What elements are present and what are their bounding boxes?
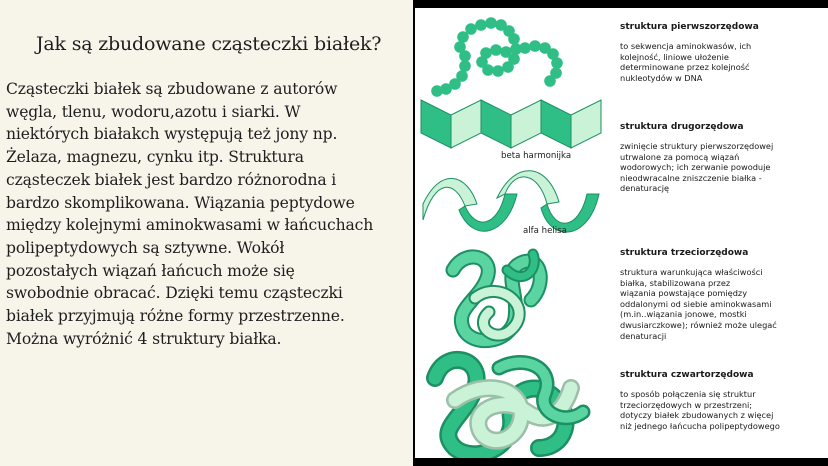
section-line: to sekwencja aminokwasów, ich [620, 41, 752, 51]
section-quaternary [620, 370, 825, 431]
section-line: dotyczy białek zbudowanych z więcej [620, 410, 774, 421]
section-line: to sposób połączenia się struktur [620, 389, 756, 399]
section-primary [620, 22, 825, 83]
tertiary-structure-shape [453, 254, 540, 341]
section-line: struktura warunkująca właściwości [620, 267, 763, 277]
section-tertiary [620, 248, 825, 341]
section-line: wodorowych; ich zerwanie powoduje [620, 162, 771, 173]
section-line: trzeciorzędowych w przestrzeni; [620, 399, 753, 410]
slide-text-panel [0, 0, 413, 466]
body-line: Żelaza, magnezu, cynku itp. Struktura [6, 148, 304, 167]
body-line: Można wyróżnić 4 struktury białka. [6, 329, 282, 348]
body-line: cząsteczek białek jest bardzo różnorodna i [6, 170, 337, 189]
body-line: Cząsteczki białek są zbudowane z autorów [6, 80, 338, 98]
primary-structure-bead-chain [431, 17, 563, 97]
beta-sheet-caption: beta harmonijka [501, 151, 572, 161]
body-line: węgla, tlenu, wodoru,azotu i siarki. W [6, 102, 301, 121]
body-line: białek przyjmują różne formy przestrzenne. [6, 307, 345, 326]
section-heading: struktura drugorzędowa [620, 122, 744, 132]
section-heading: struktura czwartorzędowa [620, 370, 754, 380]
section-heading: struktura trzeciorzędowa [620, 248, 749, 258]
beta-sheet-shape [421, 100, 601, 148]
section-line: dwusiarczkowe); również może ulegać [620, 319, 777, 330]
section-line: denaturację [620, 183, 670, 194]
section-line: wiązania powstające pomiędzy [620, 288, 748, 299]
body-line: pozostałych wiązań łańcuch może się [6, 261, 295, 280]
body-line: swobodnie obracać. Dzięki temu cząsteczki [6, 284, 343, 303]
section-line: nukleotydów w DNA [620, 72, 703, 83]
body-line: polipeptydowych są sztywne. Wokół [6, 238, 285, 257]
body-line: niektórych białakch występują też jony np. [6, 125, 338, 144]
section-line: utrwalone za pomocą wiązań [620, 151, 740, 162]
section-line: (m.in..wiązania jonowe, mostki [620, 309, 747, 320]
section-line: kolejność, liniowe ułożenie [620, 51, 729, 62]
section-line: determinowane przez kolejność [620, 62, 750, 73]
alpha-helix-caption: alfa helisa [523, 226, 567, 236]
slide-title: Jak są zbudowane cząsteczki białek? [36, 33, 382, 55]
slide-body [6, 78, 406, 350]
section-line: denaturacji [620, 330, 667, 341]
section-heading: struktura pierwszorzędowa [620, 22, 759, 32]
section-line: nieodwracalne zniszczenie białka - [620, 172, 762, 183]
section-line: zwinięcie struktury pierwszorzędowej [620, 141, 774, 151]
protein-structure-figure [415, 8, 828, 458]
section-secondary [620, 122, 825, 194]
section-line: białka, stabilizowana przez [620, 277, 731, 288]
section-line: oddalonymi od siebie aminokwasami [620, 298, 772, 309]
body-line: między kolejnymi aminokwasami w łańcuchach [6, 216, 374, 235]
quaternary-structure-shape [435, 360, 583, 454]
body-line: bardzo skomplikowana. Wiązania peptydowe [6, 193, 355, 212]
alpha-helix-shape [423, 171, 599, 232]
section-line: niż jednego łańcucha polipeptydowego [620, 420, 780, 431]
